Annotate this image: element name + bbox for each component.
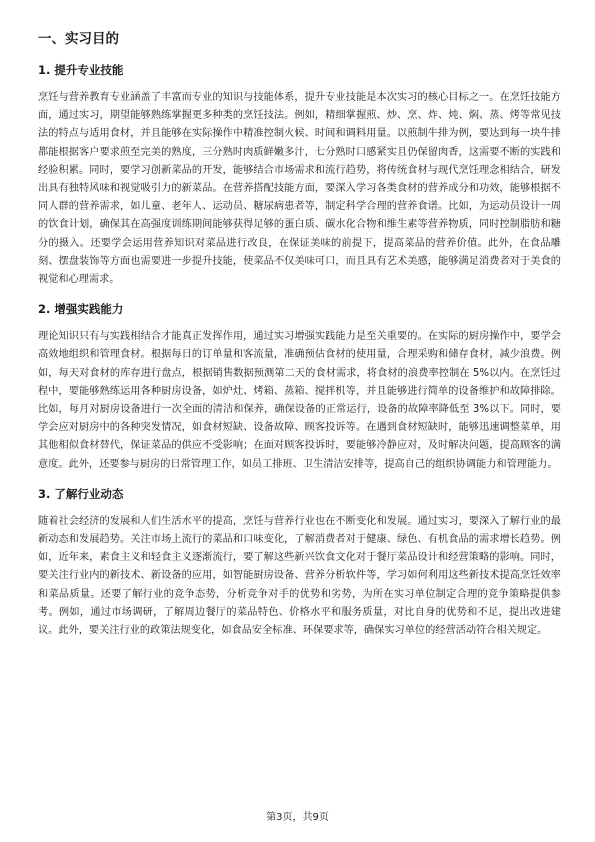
subsection-title: 2. 增强实践能力 [38, 302, 124, 317]
subsection-title: 1. 提升专业技能 [38, 63, 124, 77]
subsection-industry [38, 486, 561, 640]
paragraph: 烹饪与营养教育专业涵盖了丰富而专业的知识与技能体系，提升专业技能是本次实习的核心目标之一。在烹饪技能方面，通过实习，期望能够熟练掌握更多种类的烹饪技法。例如，精细掌握煎、炒、烹、炸、炖、焖、蒸、烤等常见技法的特点与适用食材，并且能够在实际操作中精准控制火候、时间和调料用量。以煎制牛排为例，要达到每一块牛排都能根据客户要求煎至完美的熟度，三分熟时肉质鲜嫩多汁，七分熟时口感紧实且仍保留肉香，这需要不断的实践和经验积累。同时，要学习创新菜品的开发，能够结合市场需求和流行趋势，将传统食材与现代烹饪理念相结合，研发出具有独特风味和视觉吸引力的新菜品。在营养搭配技能方面，要深入学习各类食材的营养成分和功效，能够根据不同人群的营养需求，如儿童、老年人、运动员、糖尿病患者等，制定科学合理的营养食谱。比如，为运动员设计一周的饮食计划，确保其在高强度训练期间能够获得足够的蛋白质、碳水化合物和维生素等营养物质，同时控制脂肪和糖分的摄入。还要学会运用营养知识对菜品进行改良，在保证美味的前提下，提高菜品的营养价值。此外，在食品雕刻、摆盘装饰等方面也需要进一步提升技能，使菜品不仅美味可口，而且具有艺术美感，能够满足消费者对于美食的视觉和心理需求。 [38, 92, 561, 286]
subsection-practice [38, 301, 561, 474]
section-heading: 一、实习目的 [38, 31, 119, 47]
subsection-title: 3. 了解行业动态 [38, 486, 124, 501]
page-number: 第3页，共9页 [266, 812, 329, 823]
document-page [38, 30, 561, 652]
paragraph: 理论知识只有与实践相结合才能真正发挥作用，通过实习增强实践能力是至关重要的。在实际的厨房操作中，要学会高效地组织和管理食材。根据每日的订单量和客流量，准确预估食材的使用量，合理采购和储存食材，减少浪费。例如，每天对食材的库存进行盘点，根据销售数据预测第二天的食材需求，将食材的浪费率控制在 5%以内。在烹饪过程中，要能够熟练运用各种厨房设备，如炉灶、烤箱、蒸箱、搅拌机等，并且能够进行简单的设备维护和故障排除。比如，每月对厨房设备进行一次全面的清洁和保养，确保设备的正常运行，设备的故障率降低至 3%以下。同时，要学会应对厨房中的各种突发情况，如食材短缺、设备故障、顾客投诉等。在遇到食材短缺时，能够迅速调整菜单，用其他相似食材替代，保证菜品的供应不受影响；在面对顾客投诉时，要能够冷静应对，及时解决问题，提高顾客的满意度。此外，还要参与厨房的日常管理工作，如员工排班、卫生清洁安排等，提高自己的组织协调能力和管理能力。 [38, 331, 561, 470]
paragraph: 随着社会经济的发展和人们生活水平的提高，烹饪与营养行业也在不断变化和发展。通过实习，要深入了解行业的最新动态和发展趋势。关注市场上流行的菜品和口味变化，了解消费者对于健康、绿色、有机食品的需求增长趋势。例如，近年来，素食主义和轻食主义逐渐流行，要了解这些新兴饮食文化对于餐厅菜品设计和经营策略的影响。同时，要关注行业内的新技术、新设备的应用，如智能厨房设备、营养分析软件等，学习如何利用这些新技术提高烹饪效率和菜品质量。还要了解行业的竞争态势，分析竞争对手的优势和劣势，为所在实习单位制定合理的竞争策略提供参考。例如，通过市场调研，了解周边餐厅的菜品特色、价格水平和服务质量，对比自身的优势和不足，提出改进建议。此外，要关注行业的政策法规变化，如食品安全标准、环保要求等，确保实习单位的经营活动符合相关规定。 [38, 515, 561, 637]
subsection-skills [38, 62, 561, 289]
